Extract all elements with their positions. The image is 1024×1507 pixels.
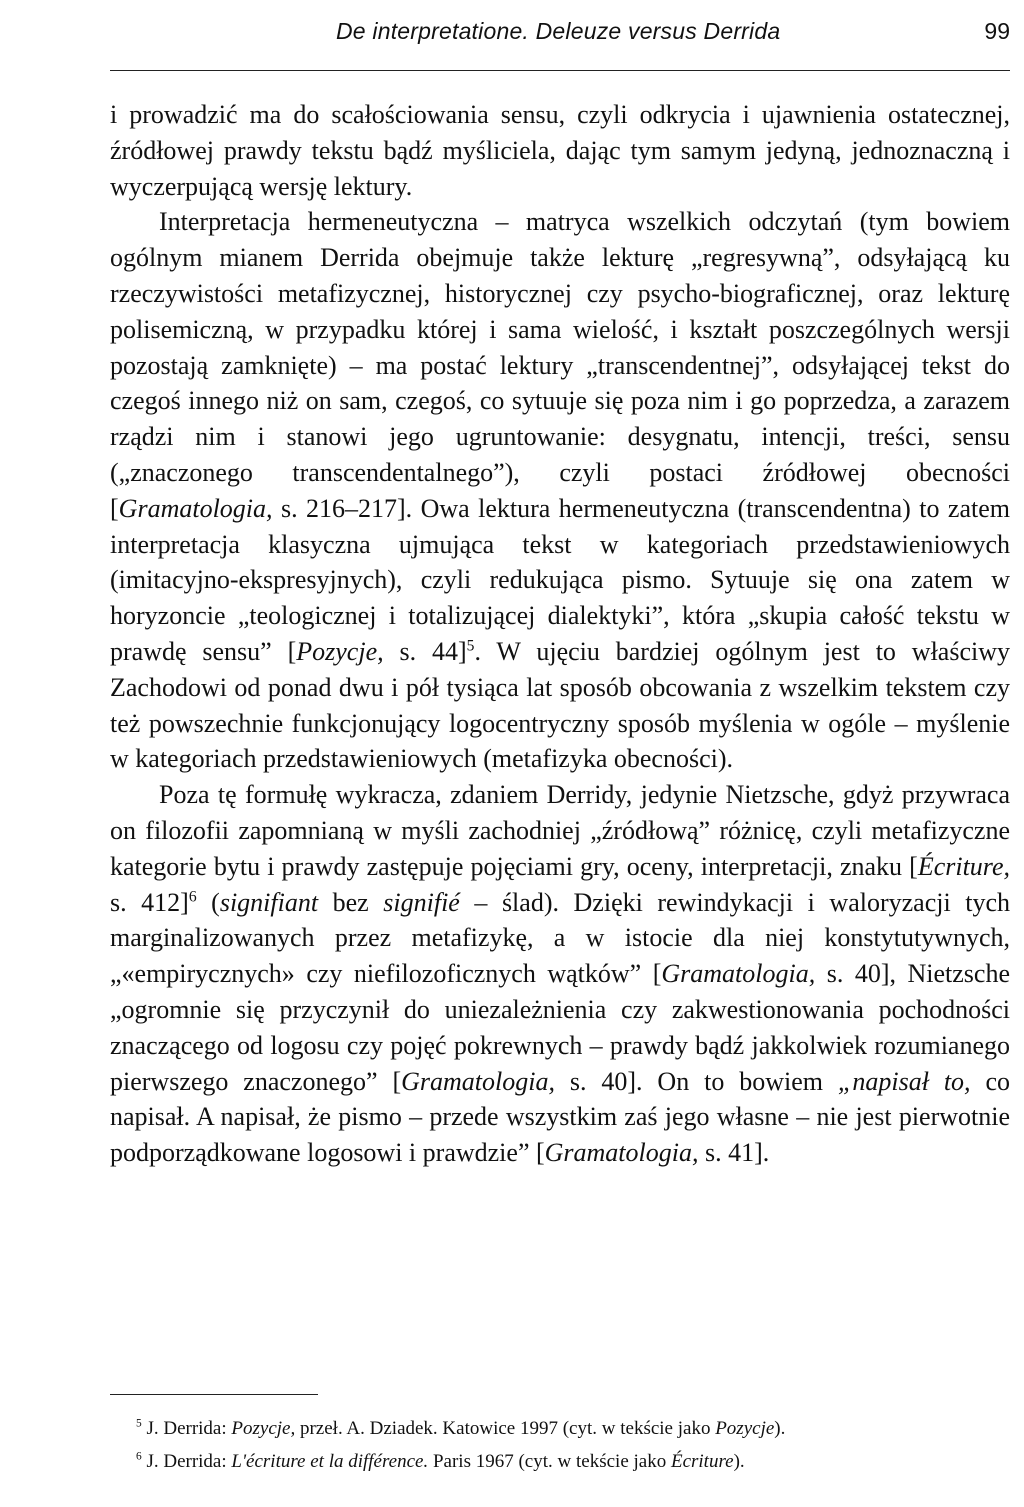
text-run: s. 40]. On to bowiem — [554, 1066, 838, 1096]
running-title: De interpretatione. Deleuze versus Derrida — [336, 18, 781, 44]
running-head — [110, 14, 1010, 54]
text-run: s. 40], Nietzsche „ogromnie się przyczynił do uniezależnienia czy zakwestionowania pochodności znaczącego od logosu czy pojęć pokrewnych – prawdy bądź jakkolwiek rozumianego pierwszego znaczonego” [ — [110, 959, 1011, 1096]
text-run: – ślad). Dzięki rewindykacji i waloryzacji tych marginalizowanych przez metafizykę, a w istocie dla niej konstytutywnych, „«empirycznych» czy niefilozoficznych wątków” [ — [110, 887, 1010, 989]
text-run: s. 216–217]. Owa lektura hermeneutyczna (transcendentna) to zatem interpretacja klasyczna ujmująca tekst w kategoriach przedstawieniowych (imitacyjno-ekspresyjnych), czyli redukująca pismo. Sytuuje się ona zatem w horyzoncie „teologicznej i totalizującej dialektyki”, która „skupia całość tekstu w prawdę sensu” [ — [110, 493, 1010, 666]
text-run: i prowadzić ma do scałościowania sensu, czyli odkrycia i ujawnienia ostatecznej, źródłowej prawdy tekstu bądź myśliciela, dając tym samym jedyną, jednoznaczną i wyczerpującą wersję lektury. — [110, 100, 1010, 201]
text-run: s. 44] — [383, 636, 467, 666]
italic-text: Pozycje, — [231, 1418, 296, 1439]
footnote — [136, 1412, 996, 1445]
book-page — [110, 0, 1010, 1507]
footnote-reference: 6 — [136, 1450, 142, 1463]
footnote-rule — [110, 1394, 318, 1395]
text-run: ). — [774, 1418, 786, 1439]
text-run: J. Derrida: — [141, 1418, 232, 1439]
page-number: 99 — [984, 18, 1010, 44]
text-run: s. 412] — [110, 887, 189, 917]
italic-text: Gramatologia, — [661, 959, 816, 989]
italic-text: Écriture — [670, 1451, 734, 1472]
text-run: . W ujęciu bardziej ogólnym jest to właściwy Zachodowi od ponad dwu i pół tysiąca lat sposób obcowania z wszelkim tekstem czy też powszechnie funkcjonujący logocentryczny sposób myślenia w ogóle – myślenie w kategoriach przedstawieniowych (metafizyka obecności). — [110, 636, 1011, 774]
italic-text: signifié — [383, 887, 460, 917]
text-run: J. Derrida: — [141, 1451, 232, 1472]
footnote-reference: 6 — [188, 887, 197, 905]
italic-text: Pozycje — [715, 1418, 775, 1439]
italic-text: Pozycje, — [296, 636, 384, 666]
italic-text: Écriture, — [917, 851, 1010, 881]
italic-text: Gramatologia, — [401, 1066, 555, 1096]
paragraph — [110, 777, 1010, 1171]
text-run: ( — [196, 887, 220, 917]
paragraph — [110, 204, 1010, 777]
footnote-reference: 5 — [466, 637, 475, 655]
paragraph — [110, 97, 1010, 204]
text-run: Poza tę formułę wykracza, zdaniem Derridy, jedynie Nietzsche, gdyż przywraca on filozofii zapomnianą w myśli zachodniej „źródłową” różnicę, czyli metafizyczne kategorie bytu i prawdy zastępuje pojęciami gry, oceny, interpretacji, znaku [ — [110, 780, 1010, 881]
text-run: Interpretacja hermeneutyczna – matryca wszelkich odczytań (tym bowiem ogólnym mianem Derrida obejmuje także lekturę „regresywną”, odsyłającą ku rzeczywistości metafizycznej, historycznej czy psycho-biograficznej, oraz lekturę polisemiczną, w przypadku której i sama wielość, i kształt poszczególnych wersji pozostają zamknięte) – ma postać lektury „transcendentnej”, odsyłającej tekst do czegoś innego niż on sam, czegoś, co sytuuje się poza nim i go poprzedza, a zarazem rządzi nim i stanowi jego ugruntowanie: desygnatu, intencji, treści, sensu („znaczonego transcendentalnego”), czyli postaci źródłowej obecności [ — [110, 207, 1010, 523]
italic-text: signifiant — [219, 887, 319, 917]
text-run: ). — [733, 1451, 745, 1472]
italic-text: Gramatologia, — [544, 1138, 699, 1168]
italic-text: „napisał to, — [837, 1066, 971, 1096]
footnote — [136, 1445, 996, 1478]
italic-text: Gramatologia, — [118, 493, 273, 523]
text-run: przeł. A. Dziadek. Katowice 1997 (cyt. w tekście jako — [295, 1418, 716, 1439]
text-run: bez — [318, 887, 384, 917]
text-run: s. 41]. — [698, 1138, 770, 1168]
italic-text: L'écriture et la différence. — [231, 1451, 429, 1472]
text-run: Paris 1967 (cyt. w tekście jako — [428, 1451, 671, 1472]
body-text — [110, 97, 1010, 1171]
footnote-reference: 5 — [136, 1417, 142, 1430]
header-rule — [110, 70, 1010, 71]
text-run: co napisał. A napisał, że pismo – przede wszystkim zaś jego własne – nie jest pierwotnie podporządkowane logosowi i prawdzie” [ — [110, 1066, 1011, 1168]
footnotes — [136, 1412, 996, 1478]
